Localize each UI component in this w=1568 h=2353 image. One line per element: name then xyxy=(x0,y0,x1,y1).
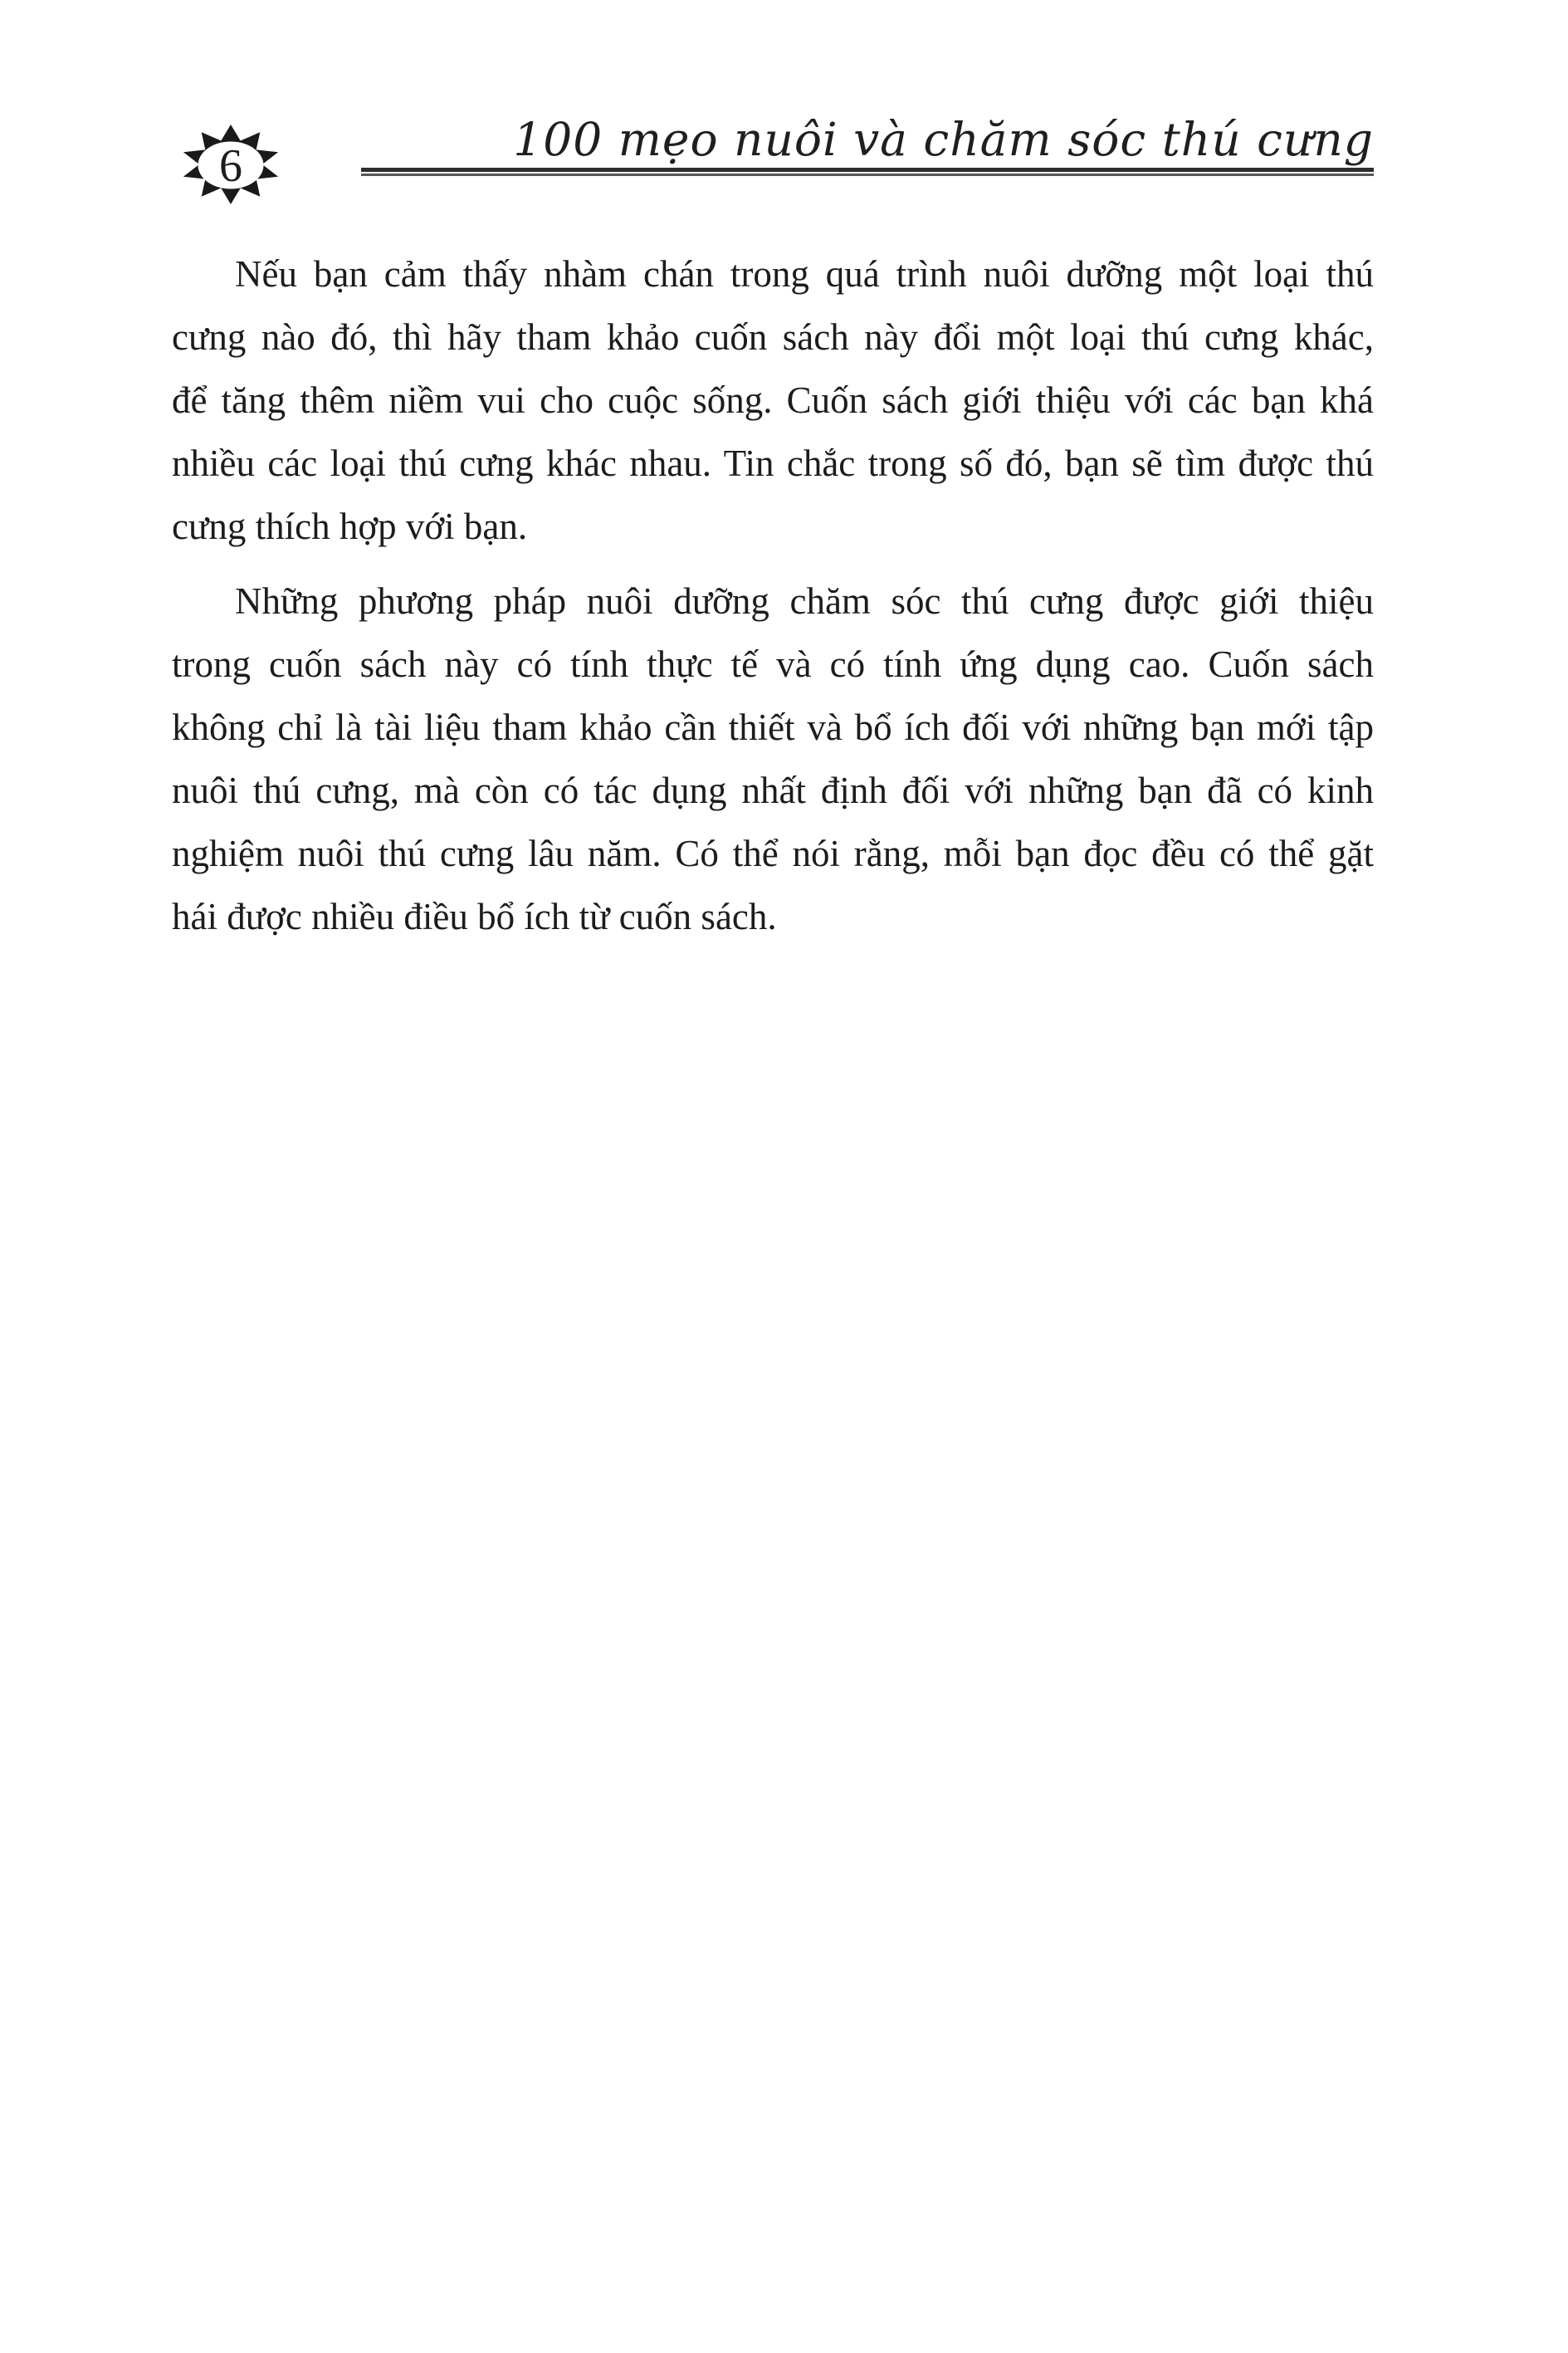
text-line: nghiệm nuôi thú cưng lâu năm. Có thể nói rằng, mỗi bạn đọc đều có thể gặt xyxy=(172,833,1374,874)
paragraph xyxy=(172,242,1374,558)
text-line: hái được nhiều điều bổ ích từ cuốn sách. xyxy=(172,896,777,937)
text-line: Những phương pháp nuôi dưỡng chăm sóc thú cưng được giới thiệu xyxy=(235,580,1374,622)
running-head-title: 100 mẹo nuôi và chăm sóc thú cưng xyxy=(513,113,1374,166)
text-line: cưng thích hợp với bạn. xyxy=(172,506,528,547)
text-line: Nếu bạn cảm thấy nhàm chán trong quá trình nuôi dưỡng một loại thú xyxy=(235,253,1374,295)
paragraph xyxy=(172,570,1374,948)
sunburst-star-icon xyxy=(179,123,282,206)
text-line: nuôi thú cưng, mà còn có tác dụng nhất định đối với những bạn đã có kinh xyxy=(172,770,1374,811)
text-line: cưng nào đó, thì hãy tham khảo cuốn sách này đổi một loại thú cưng khác, xyxy=(172,316,1374,358)
text-line: để tăng thêm niềm vui cho cuộc sống. Cuốn sách giới thiệu với các bạn khá xyxy=(172,379,1374,421)
header-rule xyxy=(361,168,1374,176)
page-number-marker xyxy=(179,123,282,206)
page-body xyxy=(172,242,1374,948)
text-line: nhiều các loại thú cưng khác nhau. Tin chắc trong số đó, bạn sẽ tìm được thú xyxy=(172,443,1374,484)
page-number: 6 xyxy=(219,140,242,192)
text-line: trong cuốn sách này có tính thực tế và có tính ứng dụng cao. Cuốn sách xyxy=(172,643,1374,685)
text-line: không chỉ là tài liệu tham khảo cần thiết và bổ ích đối với những bạn mới tập xyxy=(172,707,1374,748)
